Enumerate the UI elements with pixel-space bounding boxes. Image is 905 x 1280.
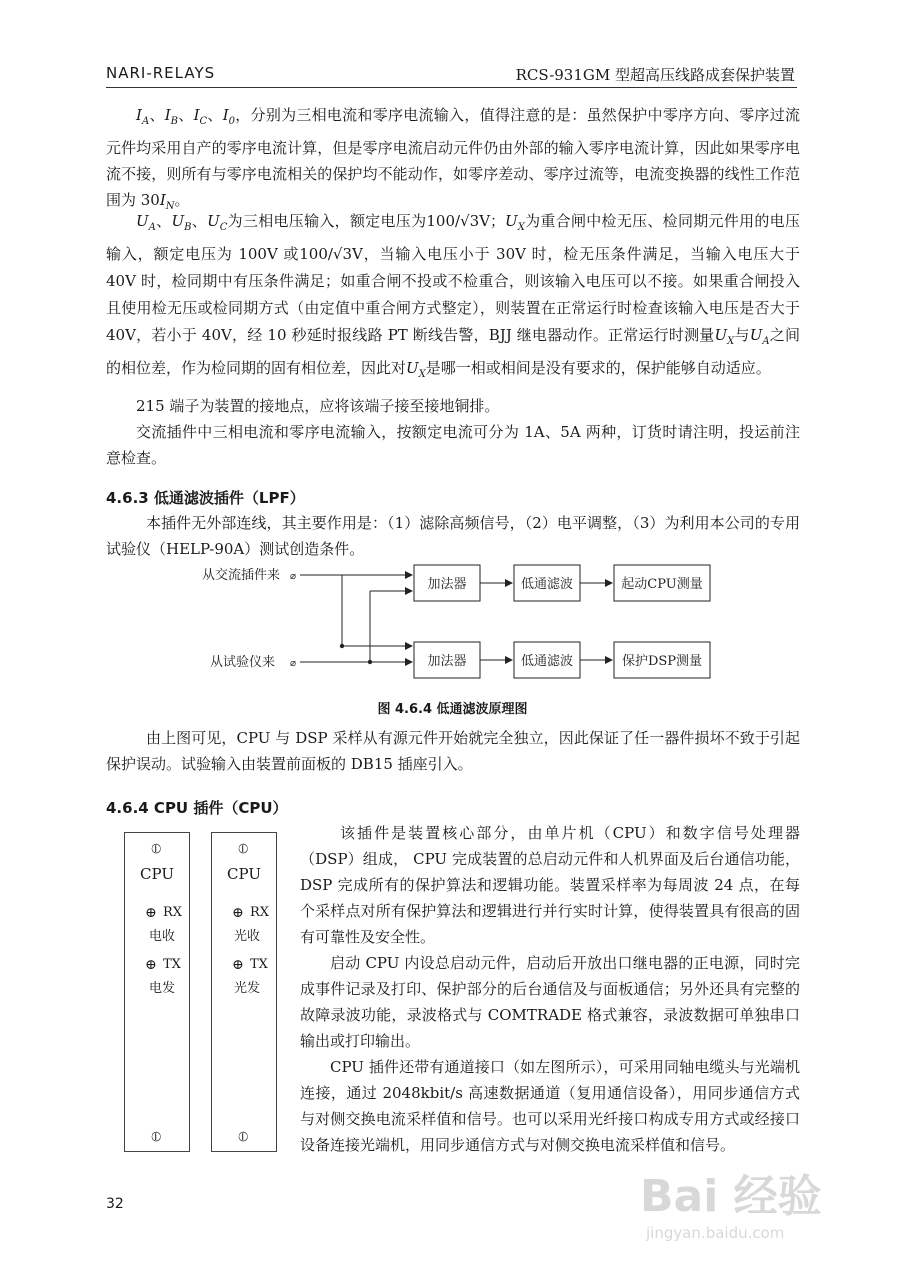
- paragraph-voltage-inputs: $U_A$、$U_B$、$U_C$为三相电压输入，额定电压为100/√3V；$U_X$为重合闸中检无压、检同期元件用的电压输入，额定电压为 100V 或100/√3V，当输入电压小于 30V 时，检无压条件满足，当输入电压大于 40V 时，检同期中有压条件满足；如重合闸不投或不检重合，则该输入电压可以不接。如果重合闸投入且使用检无压或检同期方式（由定值中重合闸方式整定），则装置在正常运行时检查该输入电压是否大于 40V，若小于 40V，经 10 秒延时报线路 PT 断线告警，BJJ 继电器动作。正常运行时测量$U_X$与$U_A$之间的相位差，作为检同期的固有相位差，因此对$U_X$是哪一相或相间是没有要求的，保护能够自动适应。: [106, 212, 801, 380]
- panel-rx-label: RX: [250, 905, 270, 920]
- rated-voltage-1: 100/√3: [426, 212, 480, 230]
- panel-rx-sub: 电收: [149, 929, 176, 944]
- connector-symbol-top: ⌀: [290, 571, 297, 582]
- label-adder-1: 加法器: [427, 577, 467, 592]
- var-ib: $I_B$: [164, 106, 179, 127]
- cpu-paragraph-1: 该插件是装置核心部分，由单片机（CPU）和数字信号处理器（DSP）组成， CPU 完成装置的总启动元件和人机界面及后台通信功能，DSP 完成所有的保护算法和逻辑功能。装置采样率为每周波 24 点，在每个采样点对所有保护算法和逻辑进行并行实时计算，使得装置具有很高的固有可靠性及安全性。: [300, 824, 800, 946]
- panel-tx-label: TX: [250, 957, 268, 972]
- rated-voltage-2: 100/√3: [299, 245, 353, 263]
- connector-rx-icon: ⊕: [232, 905, 244, 921]
- var-ia: $I_A$: [136, 106, 150, 127]
- header-right: RCS-931GM 型超高压线路成套保护装置: [515, 66, 795, 84]
- figure-caption: 图 4.6.4 低通滤波原理图: [377, 702, 528, 717]
- header-left: NARI-RELAYS: [106, 64, 216, 82]
- panel-tx-label: TX: [163, 957, 181, 972]
- paragraph-current-inputs: $I_A$、$I_B$、$I_C$、$I_0$，分别为三相电流和零序电流输入，值得注意的是：虽然保护中零序方向、零序过流元件均采用自产的零序电流计算，但是零序电流启动元件仍由外部的输入零序电流计算，因此如果零序电流不接，则所有与零序电流相关的保护均不能动作，如零序差动、零序过流等，电流变换器的线性工作范围为 $30I_N$。: [106, 106, 800, 212]
- screw-icon: ⦶: [238, 1129, 249, 1145]
- connector-symbol-bottom: ⌀: [290, 658, 297, 669]
- panel-title: CPU: [140, 865, 174, 883]
- junction-dot-1: [340, 644, 344, 648]
- input-label-ac: 从交流插件来: [202, 568, 281, 583]
- connector-rx-icon: ⊕: [145, 905, 157, 921]
- connector-tx-icon: ⊕: [145, 957, 157, 973]
- page-number: 32: [106, 1196, 124, 1212]
- screw-icon: ⦶: [238, 841, 249, 857]
- screw-icon: ⦶: [151, 1129, 162, 1145]
- watermark: [640, 1160, 860, 1242]
- header-rule: [106, 87, 797, 88]
- label-lpf-1: 低通滤波: [520, 577, 574, 592]
- watermark-brand: Bai 经验: [640, 1171, 822, 1222]
- panel-rx-sub: 光收: [234, 929, 261, 944]
- section-title-cpu: 4.6.4 CPU 插件（CPU）: [106, 799, 288, 817]
- label-out-dsp: 保护DSP测量: [621, 654, 703, 669]
- label-out-cpu: 起动CPU测量: [621, 577, 703, 592]
- junction-dot-2: [368, 660, 372, 664]
- panel-rx-label: RX: [163, 905, 183, 920]
- paragraph-independence: 由上图可见，CPU 与 DSP 采样从有源元件开始就完全独立，因此保证了任一器件损坏不致于引起保护误动。试验输入由装置前面板的 DB15 插座引入。: [106, 729, 800, 773]
- cpu-panel-optical: [211, 832, 277, 1152]
- watermark-url: jingyan.baidu.com: [646, 1224, 785, 1242]
- paragraph-grounding: 215 端子为装置的接地点，应将该端子接至接地铜排。: [136, 397, 500, 415]
- screw-icon: ⦶: [151, 841, 162, 857]
- paragraph-lpf: 本插件无外部连线，其主要作用是：（1）滤除高频信号，（2）电平调整，（3）为利用本公司的专用试验仪（HELP-90A）测试创造条件。: [106, 514, 800, 558]
- panel-tx-sub: 电发: [149, 981, 176, 996]
- cpu-paragraph-2: 启动 CPU 内设总启动元件，启动后开放出口继电器的正电源，同时完成事件记录及打印、保护部分的后台通信及与面板通信；另外还具有完整的故障录波功能，录波格式与 COMTRADE 格式兼容，录波数据可单独串口输出或打印输出。: [300, 954, 800, 1050]
- lpf-diagram: [190, 555, 730, 685]
- connector-tx-icon: ⊕: [232, 957, 244, 973]
- section-title-lpf: 4.6.3 低通滤波插件（LPF）: [106, 489, 305, 507]
- var-i0: $I_0$: [222, 106, 236, 127]
- paragraph-ac-plugin: 交流插件中三相电流和零序电流输入，按额定电流可分为 1A、5A 两种，订货时请注明，投运前注意检查。: [106, 423, 800, 467]
- label-lpf-2: 低通滤波: [520, 654, 574, 669]
- label-adder-2: 加法器: [427, 654, 467, 669]
- cpu-paragraph-3: CPU 插件还带有通道接口（如左图所示），可采用同轴电缆头与光端机连接，通过 2048kbit/s 高速数据通道（复用通信设备），用同步通信方式与对侧交换电流采样值和信号。也可以采用光纤接口构成专用方式或经接口设备连接光端机，用同步通信方式与对侧交换电流采样值和信号。: [300, 1058, 800, 1154]
- panel-title: CPU: [227, 865, 261, 883]
- panel-tx-sub: 光发: [234, 981, 261, 996]
- input-label-tester: 从试验仪来: [210, 655, 276, 670]
- cpu-panel-electrical: [124, 832, 190, 1152]
- var-ic: $I_C$: [193, 106, 208, 127]
